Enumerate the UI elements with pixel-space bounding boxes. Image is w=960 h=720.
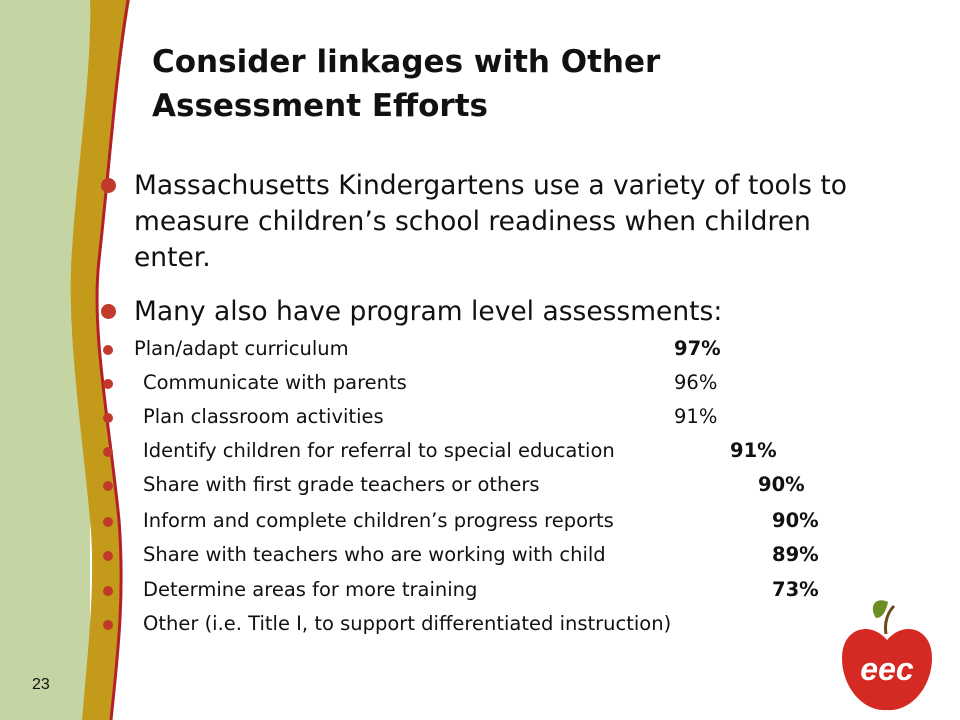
title-line-1: Consider linkages with Other bbox=[152, 44, 661, 80]
item-value: 91% bbox=[730, 439, 777, 462]
item-label: Communicate with parents bbox=[143, 371, 407, 394]
bullet-kindergarten-tools: Massachusetts Kindergartens use a variety of tools to measure children’s school readiness when children enter. bbox=[134, 168, 894, 276]
item-value: 91% bbox=[674, 405, 718, 428]
eec-logo bbox=[842, 600, 932, 710]
item-value: 90% bbox=[772, 509, 819, 532]
item-value: 89% bbox=[772, 543, 819, 566]
item-label: Identify children for referral to special education bbox=[143, 439, 615, 462]
title-line-2: Assessment Efforts bbox=[152, 88, 488, 124]
item-label: Plan/adapt curriculum bbox=[134, 337, 349, 360]
bullet-program-assessments: Many also have program level assessments: bbox=[134, 294, 894, 330]
slide-title bbox=[152, 40, 912, 128]
logo-text: eec bbox=[860, 651, 914, 687]
page-number: 23 bbox=[32, 676, 50, 693]
item-value: 97% bbox=[674, 337, 721, 360]
item-label: Plan classroom activities bbox=[143, 405, 384, 428]
item-label: Share with first grade teachers or others bbox=[143, 473, 540, 496]
apple-stem-icon bbox=[885, 606, 894, 634]
item-value: 73% bbox=[772, 578, 819, 601]
item-label: Determine areas for more training bbox=[143, 578, 478, 601]
item-value: 90% bbox=[758, 473, 805, 496]
item-label: Other (i.e. Title I, to support differentiated instruction) bbox=[143, 612, 672, 635]
item-label: Inform and complete children’s progress reports bbox=[143, 509, 614, 532]
item-label: Share with teachers who are working with child bbox=[143, 543, 606, 566]
item-value: 96% bbox=[674, 371, 718, 394]
apple-leaf-icon bbox=[873, 600, 888, 618]
